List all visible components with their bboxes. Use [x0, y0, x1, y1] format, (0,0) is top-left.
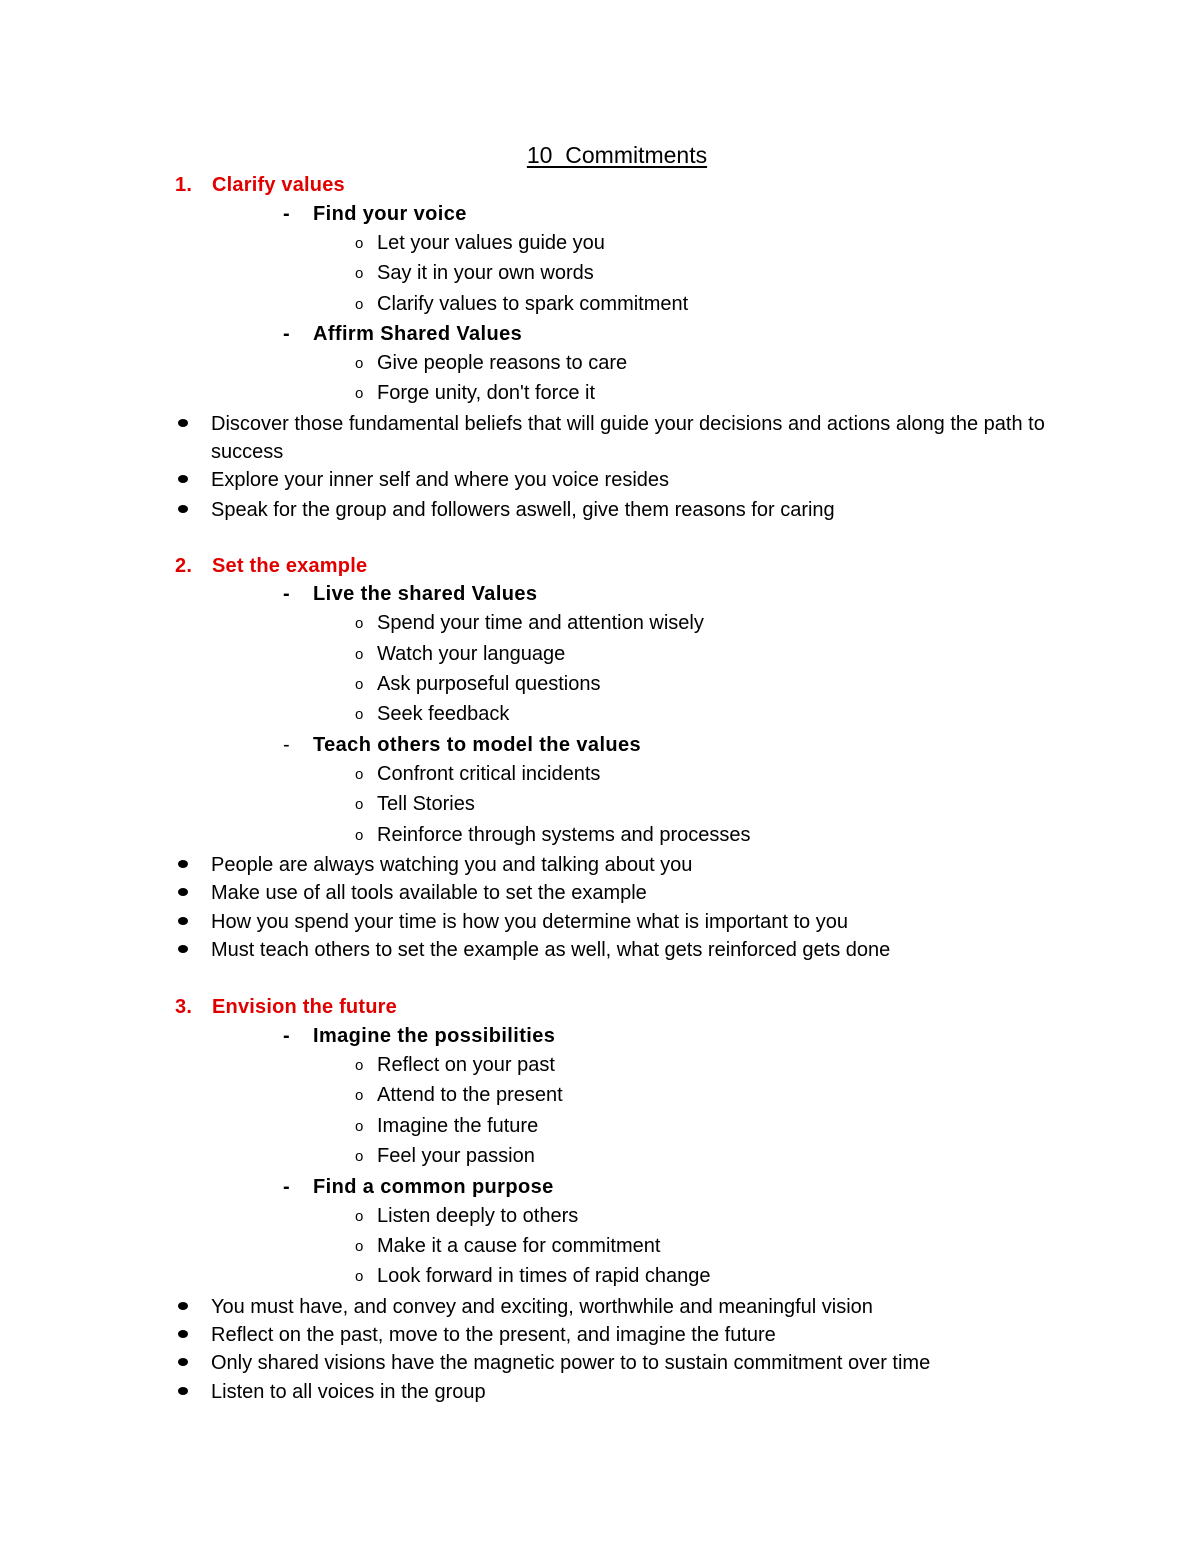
bullet-dot-icon — [178, 419, 188, 427]
subheading-text: Live the shared Values — [313, 583, 538, 605]
bullet-text: You must have, and convey and exciting, worthwhile and meaningful vision — [211, 1296, 873, 1318]
subheading-affirm-shared-values — [283, 320, 522, 348]
subheading-text: Find your voice — [313, 203, 467, 225]
bullet-dot-icon — [178, 505, 188, 513]
subheading-live-the-shared-values — [283, 580, 537, 608]
circle-bullet-icon: o — [355, 235, 364, 252]
list-item-text: Let your values guide you — [377, 232, 605, 254]
list-item — [355, 1202, 578, 1231]
list-item — [355, 229, 605, 258]
list-item-text: Tell Stories — [377, 793, 475, 815]
section-heading-clarify-values — [175, 171, 345, 199]
list-item-text: Reinforce through systems and processes — [377, 824, 751, 846]
bullet-text: Must teach others to set the example as well, what gets reinforced gets done — [211, 939, 891, 961]
list-item-text: Reflect on your past — [377, 1054, 555, 1076]
circle-bullet-icon: o — [355, 1118, 364, 1135]
section-heading-text: Envision the future — [212, 996, 397, 1018]
section-heading-text: Set the example — [212, 555, 368, 577]
circle-bullet-icon: o — [355, 676, 364, 693]
bullet-dot-icon — [178, 917, 188, 925]
list-item — [355, 259, 594, 288]
dash-marker: - — [283, 203, 291, 225]
subheading-find-your-voice — [283, 200, 467, 228]
circle-bullet-icon: o — [355, 796, 364, 813]
list-item-text: Forge unity, don't force it — [377, 382, 595, 404]
bullet-dot-icon — [178, 1358, 188, 1366]
circle-bullet-icon: o — [355, 1087, 364, 1104]
bullet-dot-icon — [178, 1330, 188, 1338]
list-item — [355, 1262, 711, 1291]
list-item — [355, 790, 475, 819]
circle-bullet-icon: o — [355, 1238, 364, 1255]
subheading-text: Affirm Shared Values — [313, 323, 523, 345]
bullet-text: How you spend your time is how you determine what is important to you — [211, 911, 848, 933]
list-item — [355, 1051, 555, 1080]
bullet-text: Speak for the group and followers aswell, give them reasons for caring — [211, 499, 835, 521]
subheading-text: Imagine the possibilities — [313, 1025, 556, 1047]
list-item — [355, 1112, 538, 1141]
bullet-text: Explore your inner self and where you voice resides — [211, 469, 670, 491]
list-item-text: Attend to the present — [377, 1084, 563, 1106]
dash-marker: - — [283, 734, 291, 756]
list-item — [355, 1142, 535, 1171]
subheading-imagine-the-possibilities — [283, 1022, 555, 1050]
section-number: 3. — [175, 996, 193, 1018]
circle-bullet-icon: o — [355, 385, 364, 402]
circle-bullet-icon: o — [355, 706, 364, 723]
list-item — [355, 640, 565, 669]
circle-bullet-icon: o — [355, 265, 364, 282]
list-item-text: Say it in your own words — [377, 262, 594, 284]
circle-bullet-icon: o — [355, 1268, 364, 1285]
circle-bullet-icon: o — [355, 1057, 364, 1074]
list-item-text: Feel your passion — [377, 1145, 535, 1167]
list-item — [355, 349, 627, 378]
circle-bullet-icon: o — [355, 1208, 364, 1225]
list-item-text: Watch your language — [377, 643, 566, 665]
bullet-text: Only shared visions have the magnetic power to to sustain commitment over time — [211, 1352, 931, 1374]
circle-bullet-icon: o — [355, 1148, 364, 1165]
list-item-text: Give people reasons to care — [377, 352, 628, 374]
list-item — [355, 670, 600, 699]
bullet-dot-icon — [178, 1302, 188, 1310]
subheading-teach-others — [283, 731, 641, 759]
subheading-text: Teach others to model the values — [313, 734, 642, 756]
list-item — [355, 821, 751, 850]
circle-bullet-icon: o — [355, 296, 364, 313]
section-heading-envision-the-future — [175, 993, 397, 1021]
bullet-text: Reflect on the past, move to the present, and imagine the future — [211, 1324, 776, 1346]
dash-marker: - — [283, 583, 291, 605]
section-number: 2. — [175, 555, 193, 577]
bullet-text: Make use of all tools available to set the example — [211, 882, 647, 904]
document-title: 10 Commitments — [526, 142, 708, 168]
list-item-text: Spend your time and attention wisely — [377, 612, 704, 634]
list-item-text: Listen deeply to others — [377, 1205, 579, 1227]
list-item-text: Imagine the future — [377, 1115, 539, 1137]
bullet-text: Discover those fundamental beliefs that will guide your decisions and actions along the path to success — [211, 413, 1045, 463]
bullet-dot-icon — [178, 475, 188, 483]
list-item — [355, 760, 600, 789]
section-heading-text: Clarify values — [212, 174, 345, 196]
bullet-text: Listen to all voices in the group — [211, 1381, 486, 1403]
list-item — [355, 700, 509, 729]
circle-bullet-icon: o — [355, 355, 364, 372]
bullet-dot-icon — [178, 945, 188, 953]
circle-bullet-icon: o — [355, 827, 364, 844]
bullet-dot-icon — [178, 1387, 188, 1395]
bullet-dot-icon — [178, 860, 188, 868]
bullet-dot-icon — [178, 888, 188, 896]
list-item-text: Confront critical incidents — [377, 763, 601, 785]
subheading-find-a-common-purpose — [283, 1173, 554, 1201]
bullet-text: People are always watching you and talking about you — [211, 854, 693, 876]
list-item-text: Look forward in times of rapid change — [377, 1265, 711, 1287]
section-number: 1. — [175, 174, 193, 196]
list-item-text: Ask purposeful questions — [377, 673, 601, 695]
dash-marker: - — [283, 1176, 291, 1198]
dash-marker: - — [283, 1025, 291, 1047]
list-item — [355, 1081, 563, 1110]
list-item — [355, 290, 688, 319]
circle-bullet-icon: o — [355, 766, 364, 783]
list-item-text: Make it a cause for commitment — [377, 1235, 661, 1257]
list-item-text: Seek feedback — [377, 703, 510, 725]
circle-bullet-icon: o — [355, 615, 364, 632]
section-heading-set-the-example — [175, 552, 367, 580]
list-item — [355, 1232, 660, 1261]
dash-marker: - — [283, 323, 291, 345]
list-item — [355, 609, 704, 638]
circle-bullet-icon: o — [355, 646, 364, 663]
list-item-text: Clarify values to spark commitment — [377, 293, 689, 315]
list-item — [355, 379, 595, 408]
subheading-text: Find a common purpose — [313, 1176, 554, 1198]
